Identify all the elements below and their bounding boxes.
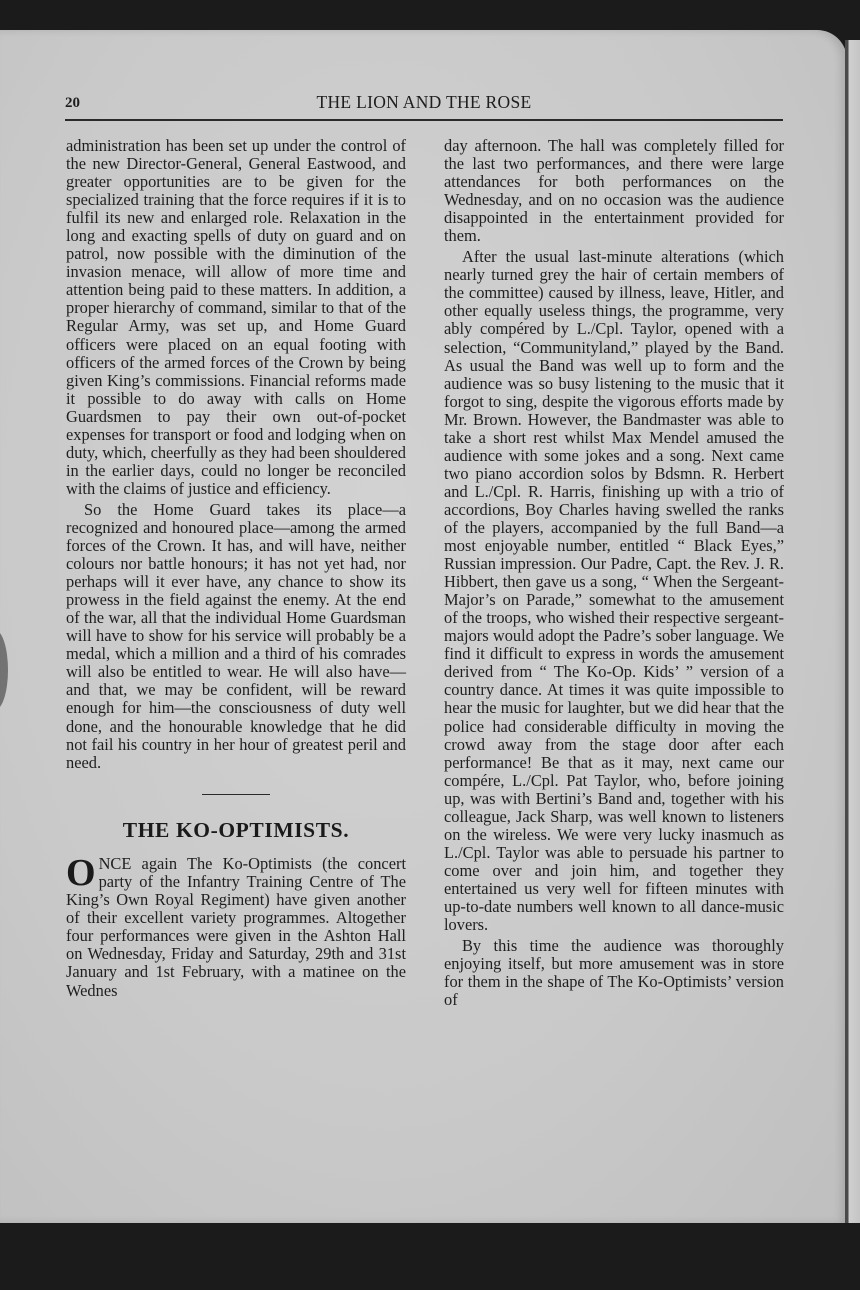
drop-cap-continuation: NCE <box>98 854 132 874</box>
right-column <box>444 137 784 1012</box>
left-column <box>66 137 406 1003</box>
page-number: 20 <box>65 95 80 111</box>
paragraph: day afternoon. The hall was completely filled for the last two performances, and there were large attendances for both performances on the Wednesday, and on no occasion was the audience disappointed in the entertainment provided for them. <box>444 136 784 246</box>
page-edge <box>845 40 860 1223</box>
header-rule <box>65 119 783 121</box>
running-title: THE LION AND THE ROSE <box>316 92 532 112</box>
paragraph: So the Home Guard takes its place—a recognized and honoured place—among the armed forces of the Crown. It has, and will have, neither colours nor battle honours; it has not yet had, nor perhaps will it ever have, any chance to show its prowess in the field against the enemy. At the end of the war, all that the individual Home Guardsman will have to show for his service will probably be a medal, which a million and a third of his comrades will also be entitled to wear. He will also have—and that, we may be confident, will be reward enough for him—the consciousness of duty well done, and the honourable knowledge that he did not fail his country in her hour of greatest peril and need. <box>66 499 406 772</box>
section-intro-paragraph <box>66 852 406 1000</box>
paragraph: After the usual last-minute alterations (which nearly turned grey the hair of certain members of the committee) caused by illness, leave, Hitler, and other equally useless things, the programme, very ably compéred by L./Cpl. Taylor, opened with a selection, “Communityland,” played by the Band. As usual the Band was well up to form and the audience was so busy listening to the music that it forgot to sing, despite the vigorous efforts made by Mr. Brown. However, the Bandmaster was able to take a short rest whilst Max Mendel amused the audience with some jokes and a song. Next came two piano accordion solos by Bdsmn. R. Herbert and L./Cpl. R. Harris, finishing up with a trio of accordions, Boy Charles having swelled the ranks of the players, accompanied by the full Band—a most enjoyable number, entitled “ Black Eyes,” Russian impression. Our Padre, Capt. the Rev. J. R. Hibbert, then gave us a song, “ When the Sergeant-Major’s on Parade,” somewhat to the amusement of the troops, who wished their respective sergeant-majors would adopt the Padre’s sober language. We find it difficult to express in words the amusement derived from “ The Ko-Op. Kids’ ” version of a country dance. At times it was quite impossible to hear the music for laughter, but we did hear that the police had considerable difficulty in moving the crowd away from the stage door after each performance! Be that as it may, next came our compére, L./Cpl. Pat Taylor, who, before joining up, was with Bertini’s Band and, together with his colleague, Jack Sharp, was well known to listeners on the wireless. We were very lucky inasmuch as L./Cpl. Taylor was able to persuade his partner to come over and join him, and together they entertained us very well for fifteen minutes with up-to-date numbers well known to all dance-music lovers. <box>444 247 784 935</box>
section-intro-text: again The Ko-Optimists (the concert party of the Infantry Training Centre of The King’s Own Royal Regiment) have given another of their excellent variety programmes. Altogether four performances were given in the Ashton Hall on Wednesday, Friday and Saturday, 29th and 31st January and 1st February, with a matinee on the Wednes <box>66 854 406 1000</box>
drop-cap: O <box>66 852 96 895</box>
running-head <box>65 92 783 116</box>
section-divider <box>202 794 270 796</box>
binding-shadow <box>0 630 8 710</box>
paragraph: By this time the audience was thoroughly enjoying itself, but more amusement was in store for them in the shape of The Ko-Optimists’ version of <box>444 936 784 1010</box>
section-title: THE KO-OPTIMISTS. <box>122 818 350 843</box>
paragraph: administration has been set up under the control of the new Director-General, General Eastwood, and greater opportunities are to be given for the specialized training that the force requires if it is to fulfil its new and enlarged role. Relaxation in the long and exacting spells of duty on guard and on patrol, now possible with the diminution of the invasion menace, will allow of more time and attention being paid to these matters. In addition, a proper hierarchy of command, similar to that of the Regular Army, was set up, and Home Guard officers were placed on an equal footing with officers of the armed forces of the Crown by being given King’s commissions. Financial reforms made it possible to do away with calls on Home Guardsmen to pay their own out-of-pocket expenses for transport or food and lodging when on duty, which, cheerfully as they had been shouldered in the earlier days, could no longer be reconciled with the claims of justice and efficiency. <box>66 136 406 498</box>
